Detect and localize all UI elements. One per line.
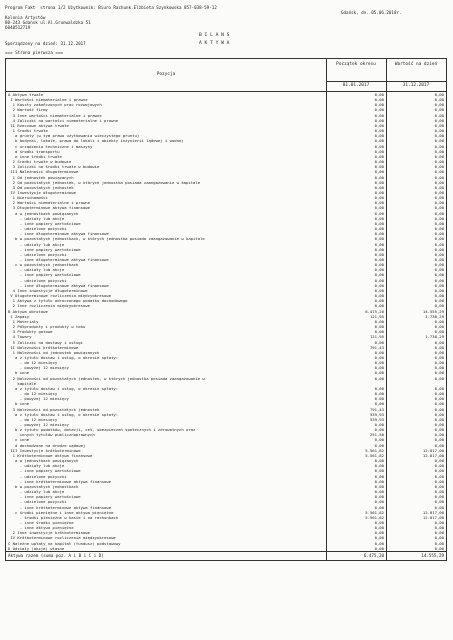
row-label: 2 Wartości niematerialne i prawne <box>8 200 90 206</box>
row-label: V Długoterminowe rozliczenia międzyokresowe <box>8 293 112 299</box>
prepared-date: Sporządzony na dzień: 31.12.2017 <box>5 41 86 46</box>
row-label: 3 Produkty gotowe <box>8 329 53 335</box>
row-end-value: 12.817,00 <box>422 514 444 520</box>
row-label: a grunty (w tym prawo użytkowania wieczystego gruntu) <box>8 133 140 139</box>
row-start-value: 0,00 <box>374 489 384 495</box>
row-label: D Udziały (akcje) własne <box>8 545 65 551</box>
row-label: - inne krótkoterminowe aktywa finansowe <box>8 478 112 484</box>
row-end-value: 0,00 <box>434 324 444 330</box>
row-end-value: 0,00 <box>434 159 444 165</box>
row-start-value: 0,00 <box>374 184 384 190</box>
row-end-value: 0,00 <box>434 272 444 278</box>
row-end-value: 0,00 <box>434 117 444 123</box>
row-end-value: 0,00 <box>434 375 444 381</box>
row-label: - do 12 miesięcy <box>8 360 58 366</box>
row-label: d środki transportu <box>8 148 60 154</box>
row-start-value: 539,93 <box>369 416 384 422</box>
row-label: IV Inwestycje długoterminowe <box>8 189 76 195</box>
row-start-value: 0,00 <box>374 318 384 324</box>
row-label: - udzielone pożyczki <box>8 277 67 283</box>
row-start-value: 0,00 <box>374 257 384 262</box>
row-end-value: 0,00 <box>434 530 444 536</box>
row-start-value: 0,00 <box>374 117 384 123</box>
balance-table <box>5 58 447 561</box>
row-label: 2 Inne inwestycje krótkoterminowe <box>8 530 90 536</box>
row-label: 3 Zaliczki na środki trwałe w budowie <box>8 164 100 170</box>
row-start-value: 0,00 <box>374 442 384 448</box>
row-start-value: 5.561,82 <box>365 509 384 515</box>
row-label: b budynki, lokale, prawa do lokali i obiekty inżynierii lądowej i wodnej <box>8 138 184 144</box>
row-label: - inne długoterminowe aktywa finansowe <box>8 231 109 237</box>
row-end-value: 0,00 <box>434 267 444 273</box>
row-start-value: 539,93 <box>369 411 384 417</box>
row-start-value: 0,00 <box>374 128 384 134</box>
row-label: 3 Należności od pozostałych jednostek <box>8 406 100 412</box>
row-end-value: 0,00 <box>434 360 444 366</box>
row-label: d dochodzone na drodze sądowej <box>8 442 86 448</box>
row-label: - udziały lub akcje <box>8 267 65 273</box>
row-start-value: 0,00 <box>374 236 384 242</box>
row-label: - środki pieniężne w kasie i na rachunkach <box>8 514 119 520</box>
row-label: 1 Od jednostek powiązanych <box>8 174 74 180</box>
row-start-value: 0,00 <box>374 483 384 489</box>
row-label: A Aktywa trwałe <box>8 92 44 97</box>
row-end-value: 0,00 <box>434 344 444 350</box>
row-label: c w pozostałych jednostkach <box>8 262 79 268</box>
row-end-value: 1.738,29 <box>425 334 444 340</box>
row-end-value: 0,00 <box>434 365 444 371</box>
row-label: 1 Koszty zakończonych prac rozwojowych <box>8 102 102 108</box>
row-end-value: 0,00 <box>434 200 444 206</box>
row-end-value: 0,00 <box>434 519 444 525</box>
row-label: 2 Od pozostałych jednostek, w których jednostka posiada zaangażowanie w kapitale <box>8 179 201 185</box>
row-end-value: 0,00 <box>434 184 444 190</box>
row-label: kapitale <box>8 380 37 386</box>
row-start-value: 0,00 <box>374 195 384 201</box>
row-start-value: 0,00 <box>374 396 384 402</box>
row-start-value: 0,00 <box>374 298 384 304</box>
header-end: Wartość na dzień <box>394 62 438 67</box>
row-start-value: 0,00 <box>374 504 384 510</box>
row-start-value: 0,00 <box>374 324 384 330</box>
row-label: 2 Półprodukty i produkty w toku <box>8 324 86 330</box>
row-end-value: 0,00 <box>434 416 444 422</box>
row-end-value: 0,00 <box>434 287 444 293</box>
row-start-value: 0,00 <box>374 535 384 541</box>
row-start-value: 0,00 <box>374 97 384 103</box>
row-end-value: 0,00 <box>434 499 444 505</box>
row-end-value: 12.817,00 <box>422 509 444 515</box>
row-end-value: 0,00 <box>434 396 444 402</box>
row-end-value: 0,00 <box>434 504 444 510</box>
row-start-value: 0,00 <box>374 349 384 355</box>
row-end-value: 0,00 <box>434 422 444 427</box>
row-start-value: 0,00 <box>374 519 384 525</box>
row-start-value: 0,00 <box>374 422 384 427</box>
row-start-value: 0,00 <box>374 339 384 345</box>
row-label: 3 Inne wartości niematerialne i prawne <box>8 112 102 118</box>
company-address: 80-243 Gdańsk ul.Al.Grunwaldzka 51 <box>5 20 91 25</box>
row-label: IV Krótkoterminowe rozliczenia międzyokresowe <box>8 535 116 541</box>
row-label: I Zapasy <box>8 313 30 319</box>
row-label: 3 Długoterminowe aktywa finansowe <box>8 205 90 211</box>
row-start-value: 0,00 <box>374 401 384 407</box>
row-end-value: 0,00 <box>434 478 444 484</box>
row-end-value: 0,00 <box>434 179 444 185</box>
row-label: - udziały lub akcje <box>8 463 65 469</box>
row-start-value: 0,00 <box>374 303 384 309</box>
row-start-value: 251,50 <box>369 432 384 438</box>
row-label: - udziały lub akcje <box>8 241 65 247</box>
header-start: Początek okresu <box>336 62 376 67</box>
row-label: - inne długoterminowe aktywa finansowe <box>8 282 109 288</box>
row-end-value: 0,00 <box>434 540 444 546</box>
row-end-value: 0,00 <box>434 189 444 195</box>
row-start-value: 0,00 <box>374 463 384 469</box>
row-label: B Aktywa obrotowe <box>8 308 48 314</box>
row-start-value: 0,00 <box>374 189 384 195</box>
row-label: 3 Od pozostałych jednostek <box>8 184 74 190</box>
row-start-value: 0,00 <box>374 545 384 551</box>
row-start-value: 0,00 <box>374 215 384 221</box>
row-start-value: 0,00 <box>374 153 384 159</box>
row-label: a w jednostkach powiązanych <box>8 210 79 216</box>
row-end-value: 0,00 <box>434 437 444 443</box>
table-header <box>6 59 446 92</box>
row-label: - inne krótkoterminowe aktywa finansowe <box>8 504 112 510</box>
row-label: - udzielone pożyczki <box>8 473 67 479</box>
row-start-value: 0,00 <box>374 112 384 118</box>
row-label: III Inwestycje krótkoterminowe <box>8 447 81 453</box>
row-end-value: 0,00 <box>434 329 444 335</box>
row-end-value: 0,00 <box>434 489 444 495</box>
row-end-value: 0,00 <box>434 128 444 134</box>
row-start-value: 0,00 <box>374 169 384 175</box>
row-end-value: 0,00 <box>434 174 444 180</box>
row-label: - do 12 miesięcy <box>8 416 58 422</box>
row-end-value: 0,00 <box>434 391 444 397</box>
row-start-value: 0,00 <box>374 231 384 237</box>
row-start-value: 0,00 <box>374 277 384 283</box>
row-label: 1 Nieruchomości <box>8 195 48 201</box>
row-label: 2 Środki trwałe w budowie <box>8 159 72 165</box>
row-start-value: 0,00 <box>374 205 384 211</box>
row-label: 1 Aktywa z tytułu odroczonego podatku dochodowego <box>8 298 128 304</box>
row-label: c środki pieniężne i inne aktywa pieniężne <box>8 509 114 515</box>
row-end-value: 0,00 <box>434 251 444 257</box>
row-label: c inne <box>8 437 30 443</box>
header-start-date: 01.01.2017 <box>342 83 370 88</box>
row-end-value: 0,00 <box>434 427 444 433</box>
row-start-value: 0,00 <box>374 241 384 247</box>
row-label: - udzielone pożyczki <box>8 499 67 505</box>
row-label: b inne <box>8 370 30 376</box>
row-start-value: 0,00 <box>374 267 384 273</box>
row-label: II Rzeczowe aktywa trwałe <box>8 122 69 128</box>
row-start-value: 6.475,20 <box>365 308 384 314</box>
row-label: 4 Towary <box>8 334 32 340</box>
row-label: 1 Należności od jednostek powiązanych <box>8 349 100 355</box>
row-label: - udzielone pożyczki <box>8 226 67 232</box>
row-label: innych tytułów publicznoprawnych <box>8 432 95 438</box>
row-end-value: 0,00 <box>434 257 444 262</box>
row-label: a z tytułu dostaw i usług, o okresie spłaty: <box>8 385 119 391</box>
row-label: c urządzenia techniczne i maszyny <box>8 143 93 149</box>
row-start-value: 0,00 <box>374 159 384 165</box>
row-label: - udziały lub akcje <box>8 489 65 495</box>
total-label: Aktywa razem (suma poz. A i B i C i D) <box>8 552 104 558</box>
row-end-value: 0,00 <box>434 303 444 309</box>
row-start-value: 0,00 <box>374 427 384 433</box>
row-start-value: 0,00 <box>374 179 384 185</box>
row-label: b inne <box>8 401 30 407</box>
row-end-value: 0,00 <box>434 401 444 407</box>
row-end-value: 0,00 <box>434 205 444 211</box>
row-end-value: 1.738,29 <box>425 313 444 319</box>
row-start-value: 0,00 <box>374 530 384 536</box>
row-end-value: 12.817,00 <box>422 447 444 453</box>
row-end-value: 0,00 <box>434 293 444 299</box>
row-end-value: 0,00 <box>434 339 444 345</box>
place-date: Gdańsk, dn. 05.06.2018r. <box>341 10 402 15</box>
balance-rows <box>6 92 446 551</box>
row-label: e inne środki trwałe <box>8 153 62 159</box>
row-end-value: 0,00 <box>434 195 444 201</box>
row-label: a z tytułu dostaw i usług, o okresie spłaty: <box>8 354 119 360</box>
row-start-value: 0,00 <box>374 262 384 268</box>
row-start-value: 0,00 <box>374 499 384 505</box>
total-row <box>6 551 446 560</box>
row-label: C Należne wpłaty na kapitał (fundusz) podstawowy <box>8 540 121 546</box>
row-end-value: 0,00 <box>434 92 444 97</box>
row-end-value: 0,00 <box>434 97 444 103</box>
row-label: - inne papiery wartościowe <box>8 272 81 278</box>
row-start-value: 0,00 <box>374 226 384 232</box>
row-end-value: 0,00 <box>434 143 444 149</box>
row-end-value: 0,00 <box>434 406 444 412</box>
row-end-value: 0,00 <box>434 468 444 474</box>
row-label: a z tytułu dostaw i usług, o okresie spłaty: <box>8 411 119 417</box>
row-end-value: 0,00 <box>434 494 444 500</box>
row-label: 4 Zaliczki na wartości niematerialne i prawne <box>8 117 119 123</box>
row-start-value: 0,00 <box>374 391 384 397</box>
row-label: I Wartości niematerialne i prawne <box>8 97 88 103</box>
row-start-value: 0,00 <box>374 174 384 180</box>
row-label: - powyżej 12 miesięcy <box>8 422 69 427</box>
row-start-value: 0,00 <box>374 148 384 154</box>
row-end-value: 0,00 <box>434 463 444 469</box>
row-start-value: 5.561,82 <box>365 514 384 520</box>
row-label: - do 12 miesięcy <box>8 391 58 397</box>
row-start-value: 0,00 <box>374 473 384 479</box>
row-start-value: 0,00 <box>374 282 384 288</box>
row-label: - powyżej 12 miesięcy <box>8 365 69 371</box>
row-end-value: 0,00 <box>434 349 444 355</box>
row-start-value: 791,43 <box>369 406 384 412</box>
row-start-value: 5.561,82 <box>365 447 384 453</box>
row-end-value: 0,00 <box>434 226 444 232</box>
row-end-value: 0,00 <box>434 220 444 226</box>
row-end-value: 0,00 <box>434 432 444 438</box>
company-id: 6040512719 <box>5 25 31 30</box>
row-end-value: 0,00 <box>434 138 444 144</box>
row-start-value: 0,00 <box>374 138 384 144</box>
company-name: Kolonia Artystów <box>5 15 46 20</box>
row-label: - powyżej 12 miesięcy <box>8 396 69 402</box>
header-end-date: 31.12.2017 <box>402 83 430 88</box>
row-end-value: 0,00 <box>434 215 444 221</box>
row-end-value: 0,00 <box>434 458 444 464</box>
row-start-value: 0,00 <box>374 370 384 376</box>
row-start-value: 0,00 <box>374 458 384 464</box>
row-start-value: 0,00 <box>374 251 384 257</box>
row-start-value: 0,00 <box>374 272 384 278</box>
row-end-value: 0,00 <box>434 318 444 324</box>
row-label: - inne środki pieniężne <box>8 519 74 525</box>
document-title: B I L A N S <box>199 33 230 38</box>
page-marker: === Strona pierwsza === <box>5 50 63 55</box>
row-start-value: 0,00 <box>374 200 384 206</box>
row-start-value: 0,00 <box>374 107 384 113</box>
row-label: b w pozostałych jednostkach <box>8 483 79 489</box>
row-end-value: 0,00 <box>434 169 444 175</box>
row-start-value: 0,00 <box>374 246 384 252</box>
row-end-value: 0,00 <box>434 354 444 360</box>
total-start: 6.475,20 <box>363 552 384 558</box>
row-end-value: 0,00 <box>434 298 444 304</box>
row-label: 1 Środki trwałe <box>8 128 48 134</box>
row-start-value: 791,43 <box>369 344 384 350</box>
row-start-value: 0,00 <box>374 478 384 484</box>
document-subtitle: A K T Y W A <box>199 41 230 46</box>
row-start-value: 0,00 <box>374 468 384 474</box>
row-end-value: 0,00 <box>434 483 444 489</box>
total-end: 14.555,29 <box>421 552 444 558</box>
row-start-value: 0,00 <box>374 365 384 371</box>
row-start-value: 0,00 <box>374 133 384 139</box>
row-end-value: 0,00 <box>434 246 444 252</box>
row-start-value: 0,00 <box>374 102 384 108</box>
row-end-value: 0,00 <box>434 236 444 242</box>
row-start-value: 121,95 <box>369 334 384 340</box>
row-start-value: 0,00 <box>374 360 384 366</box>
row-label: 1 Materiały <box>8 318 39 324</box>
row-label: - udziały lub akcje <box>8 215 65 221</box>
row-start-value: 5.561,82 <box>365 452 384 458</box>
row-end-value: 0,00 <box>434 277 444 283</box>
row-end-value: 0,00 <box>434 231 444 237</box>
row-start-value: 0,00 <box>374 287 384 293</box>
row-label: 2 Inne rozliczenia międzyokresowe <box>8 303 90 309</box>
row-end-value: 14.555,29 <box>422 308 444 314</box>
row-end-value: 0,00 <box>434 210 444 216</box>
row-start-value: 0,00 <box>374 220 384 226</box>
row-label: - inne papiery wartościowe <box>8 494 81 500</box>
program-info: Program Fakt strona 1/2 Użytkownik: Biuro Rachunk.Elżbieta Szynkowska 857-038-59-12 <box>5 5 217 10</box>
row-label: 2 Należności od pozostałych jednostek, w których jednostka posiada zaangażowanie w <box>8 375 205 381</box>
row-label: b z tytułu podatków, dotacji, ceł, ubezpieczeń społecznych i zdrowotnych oraz <box>8 427 196 433</box>
row-end-value: 0,00 <box>434 102 444 108</box>
row-label: b w pozostałych jednostkach, w których jednostka posiada zaangażowanie w kapitale <box>8 236 205 242</box>
row-start-value: 0,00 <box>374 143 384 149</box>
row-label: - inne papiery wartościowe <box>8 468 81 474</box>
row-end-value: 0,00 <box>434 148 444 154</box>
row-end-value: 0,00 <box>434 411 444 417</box>
row-end-value: 0,00 <box>434 107 444 113</box>
row-start-value: 0,00 <box>374 375 384 381</box>
row-end-value: 0,00 <box>434 525 444 531</box>
row-end-value: 0,00 <box>434 241 444 247</box>
row-end-value: 0,00 <box>434 282 444 288</box>
row-label: - inne aktywa pieniężne <box>8 525 74 531</box>
row-start-value: 121,95 <box>369 313 384 319</box>
row-label: III Należności długoterminowe <box>8 169 79 175</box>
row-label: - inne papiery wartościowe <box>8 220 81 226</box>
row-label: - inne długoterminowe aktywa finansowe <box>8 257 109 262</box>
row-label: - udzielone pożyczki <box>8 251 67 257</box>
row-start-value: 0,00 <box>374 354 384 360</box>
row-label: II Należności krótkoterminowe <box>8 344 79 350</box>
row-end-value: 0,00 <box>434 164 444 170</box>
row-start-value: 0,00 <box>374 525 384 531</box>
row-end-value: 12.817,00 <box>422 452 444 458</box>
row-end-value: 0,00 <box>434 122 444 128</box>
row-end-value: 0,00 <box>434 385 444 391</box>
row-start-value: 0,00 <box>374 494 384 500</box>
row-end-value: 0,00 <box>434 133 444 139</box>
row-start-value: 0,00 <box>374 293 384 299</box>
row-start-value: 0,00 <box>374 437 384 443</box>
row-end-value: 0,00 <box>434 112 444 118</box>
row-label: 2 Wartość firmy <box>8 107 48 113</box>
row-end-value: 0,00 <box>434 262 444 268</box>
row-start-value: 0,00 <box>374 122 384 128</box>
row-label: 5 Zaliczki na dostawy i usługi <box>8 339 83 345</box>
row-start-value: 0,00 <box>374 540 384 546</box>
row-start-value: 0,00 <box>374 164 384 170</box>
row-start-value: 0,00 <box>374 329 384 335</box>
row-end-value: 0,00 <box>434 535 444 541</box>
row-end-value: 0,00 <box>434 545 444 551</box>
row-end-value: 0,00 <box>434 370 444 376</box>
row-end-value: 0,00 <box>434 442 444 448</box>
row-start-value: 0,00 <box>374 210 384 216</box>
row-label: 1 Krótkoterminowe aktywa finansowe <box>8 452 93 458</box>
row-start-value: 0,00 <box>374 385 384 391</box>
header-position: Pozycja <box>156 72 176 77</box>
row-label: a w jednostkach powiązanych <box>8 458 79 464</box>
row-end-value: 0,00 <box>434 473 444 479</box>
row-end-value: 0,00 <box>434 153 444 159</box>
row-start-value: 0,00 <box>374 92 384 97</box>
row-label: 4 Inne inwestycje długoterminowe <box>8 287 88 293</box>
row-label: - inne papiery wartościowe <box>8 246 81 252</box>
